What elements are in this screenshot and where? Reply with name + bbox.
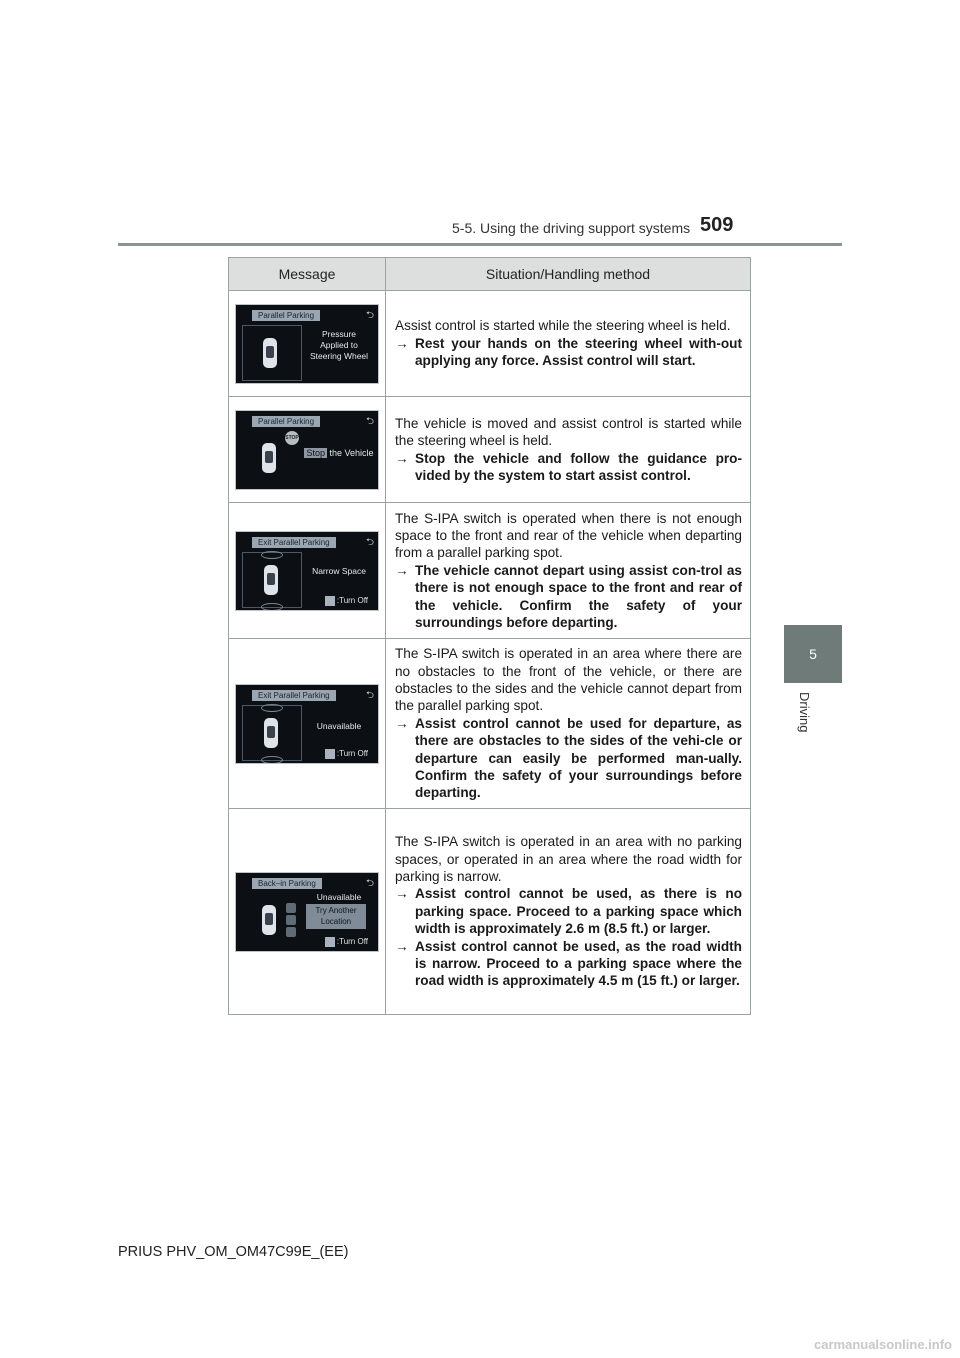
watermark: carmanualsonline.info — [814, 1337, 952, 1352]
page-number: 509 — [700, 214, 734, 236]
car-icon — [264, 718, 278, 748]
manual-code: PRIUS PHV_OM_OM47C99E_(EE) — [118, 1244, 349, 1260]
screen-title: Parallel Parking — [252, 310, 320, 321]
display-screen — [235, 872, 379, 952]
s-ipa-switch-icon — [325, 596, 335, 606]
situation-cell — [386, 397, 751, 503]
column-header-situation: Situation/Handling method — [386, 258, 751, 291]
car-icon — [262, 905, 276, 935]
parking-slots — [286, 903, 296, 939]
table-row — [229, 809, 751, 1015]
message-cell — [229, 639, 386, 809]
message-cell — [229, 809, 386, 1015]
car-panel — [242, 552, 302, 608]
situation-cell — [386, 639, 751, 809]
display-screen — [235, 684, 379, 764]
screen-message: Unavailable — [316, 720, 362, 731]
table-row — [229, 397, 751, 503]
front-obstacle-icon — [261, 704, 283, 712]
turn-off-button: :Turn Off — [325, 749, 368, 759]
handling-item — [395, 562, 742, 632]
back-icon: ⮌ — [365, 877, 374, 889]
screen-title: Parallel Parking — [252, 416, 320, 427]
handling-item — [395, 938, 742, 990]
handling-text: Assist control cannot be used, as the road width is narrow. Proceed to a parking space where the road width is approximately 4.5 m (15 ft.) or larger. — [415, 938, 742, 989]
message-cell — [229, 503, 386, 639]
column-header-message: Message — [229, 258, 386, 291]
screen-message: Stop the Vehicle — [306, 447, 374, 458]
arrow-icon: → — [395, 715, 409, 731]
display-screen — [235, 304, 379, 384]
handling-text: Assist control cannot be used for departure, as there are obstacles to the sides of the vehi-cle or departure can easily be performed man-ually. Confirm the safety of your surroundings before departing. — [415, 715, 742, 801]
situation-text: The vehicle is moved and assist control is started while the steering wheel is held. — [395, 415, 742, 449]
display-screen — [235, 531, 379, 611]
table-row — [229, 503, 751, 639]
car-icon — [262, 443, 276, 473]
parking-slot-icon — [286, 903, 296, 913]
message-cell — [229, 397, 386, 503]
s-ipa-switch-icon — [325, 749, 335, 759]
handling-item — [395, 715, 742, 802]
situation-text: The S-IPA switch is operated when there is not enough space to the front and rear of the vehicle when departing from a parallel parking spot. — [395, 510, 742, 561]
turn-off-button: :Turn Off — [325, 596, 368, 606]
message-cell — [229, 291, 386, 397]
table-header-row — [229, 258, 751, 291]
arrow-icon: → — [395, 938, 409, 954]
situation-text: Assist control is started while the steering wheel is held. — [395, 318, 731, 334]
message-table — [228, 257, 751, 1015]
screen-title: Exit Parallel Parking — [252, 537, 336, 548]
rear-obstacle-icon — [261, 756, 283, 764]
car-icon — [263, 338, 277, 368]
table-row — [229, 639, 751, 809]
back-icon: ⮌ — [365, 536, 374, 548]
chapter-tab-number: 5 — [784, 625, 842, 683]
back-icon: ⮌ — [365, 309, 374, 321]
stop-sign-icon: STOP — [285, 431, 299, 445]
rear-obstacle-icon — [261, 603, 283, 611]
handling-item — [395, 885, 742, 937]
arrow-icon: → — [395, 562, 409, 578]
try-another-location-box: Try Another Location — [306, 904, 366, 929]
display-screen — [235, 410, 379, 490]
screen-title: Exit Parallel Parking — [252, 690, 336, 701]
handling-text: Rest your hands on the steering wheel with-out applying any force. Assist control will start. — [415, 335, 742, 369]
handling-text: The vehicle cannot depart using assist con-trol as there is not enough space to the front and rear of the vehicle. Confirm the safety of your surroundings before departing. — [415, 562, 742, 631]
parking-slot-icon — [286, 927, 296, 937]
arrow-icon: → — [395, 886, 409, 902]
screen-message: Narrow Space — [312, 565, 366, 576]
situation-cell — [386, 503, 751, 639]
arrow-icon: → — [395, 450, 409, 466]
situation-cell — [386, 291, 751, 397]
handling-text: Assist control cannot be used, as there is no parking space. Proceed to a parking space which width is approximately 2.6 m (8.5 ft.) or larger. — [415, 886, 742, 937]
front-obstacle-icon — [261, 551, 283, 559]
situation-text: The S-IPA switch is operated in an area where there are no obstacles to the front of the vehicle, or there are obstacles to the sides and the vehicle cannot depart from the parallel parking spot. — [395, 646, 742, 714]
parking-slot-icon — [286, 915, 296, 925]
chapter-tab-title: Driving — [797, 692, 812, 733]
turn-off-button: :Turn Off — [325, 937, 368, 947]
car-icon — [264, 565, 278, 595]
back-icon: ⮌ — [365, 689, 374, 701]
back-icon: ⮌ — [365, 415, 374, 427]
screen-message: Unavailable — [316, 891, 362, 902]
screen-title: Back–in Parking — [252, 878, 322, 889]
arrow-icon: → — [395, 335, 409, 351]
car-panel — [242, 325, 302, 381]
s-ipa-switch-icon — [325, 937, 335, 947]
handling-item — [395, 450, 742, 485]
car-panel — [242, 705, 302, 761]
handling-item — [395, 335, 742, 370]
table-row — [229, 291, 751, 397]
situation-text: The S-IPA switch is operated in an area with no parking spaces, or operated in an area where the road width for parking is narrow. — [395, 834, 742, 884]
screen-message: Pressure Applied to Steering Wheel — [309, 328, 369, 361]
handling-text: Stop the vehicle and follow the guidance pro-vided by the system to start assist control. — [415, 450, 742, 483]
situation-cell — [386, 809, 751, 1015]
section-title: 5-5. Using the driving support systems — [452, 220, 691, 236]
header-divider — [118, 243, 842, 246]
